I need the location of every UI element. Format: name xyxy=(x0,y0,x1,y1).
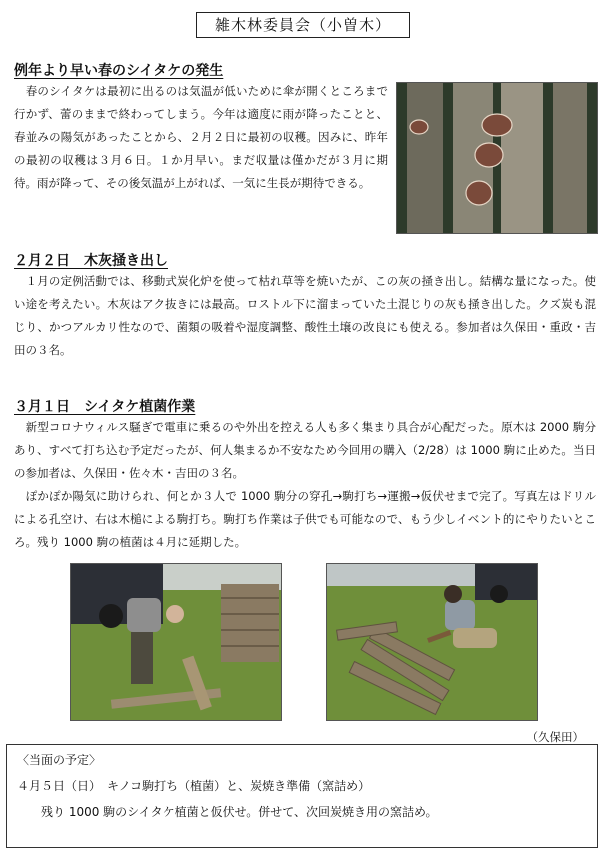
page-title: 雑木林委員会（小曽木） xyxy=(196,12,410,38)
section-body-inoculation-2: ぽかぽか陽気に助けられ、何とか３人で 1000 駒分の穿孔→駒打ち→運搬→仮伏せまで完了。写真左はドリルによる孔空け、右は木槌による駒打ち。駒打ち作業は子供でも可能なので、もう少しイベント的にやりたいところ。残り 1000 駒の植菌は４月に延期した。 xyxy=(14,489,596,549)
author-caption: （久保田） xyxy=(526,730,584,744)
drilling-photo-icon xyxy=(71,564,281,720)
section-heading-inoculation: ３月１日 シイタケ植菌作業 xyxy=(14,399,196,415)
section-body-shiitake-spring: 春のシイタケは最初に出るのは気温が低いために傘が開くところまで行かず、蕾のままで終わってしまう。今年は適度に雨が降ったことと、春並みの陽気があったことから、２月２日に最初の収穫。因みに、昨年の最初の収穫は３月６日。１か月早い。まだ収量は僅かだが３月に期待。雨が降って、その後気温が上がれば、一気に生長が期待できる。 xyxy=(14,84,388,190)
hammering-photo xyxy=(326,563,538,721)
schedule-item: ４月５日（日） キノコ駒打ち（植菌）と、炭焼き準備（窯詰め） xyxy=(17,779,371,793)
section-heading-ash: ２月２日 木灰掻き出し xyxy=(14,253,168,269)
shiitake-log-icon xyxy=(397,83,597,233)
section-body-ash: １月の定例活動では、移動式炭化炉を使って枯れ草等を焼いたが、この灰の掻き出し。結構な量になった。使い途を考えたい。木灰はアク抜きには最高。ロストル下に溜まっていた土混じりの灰も掻き出した。クズ炭も混じり、かつアルカリ性なので、菌類の吸着や湿度調整、酸性土壌の改良にも使える。参加者は久保田・重政・吉田の３名。 xyxy=(14,274,596,357)
schedule-detail: 残り 1000 駒のシイタケ植菌と仮伏せ。併せて、次回炭焼き用の窯詰め。 xyxy=(41,805,438,819)
schedule-label: 〈当面の予定〉 xyxy=(17,753,102,767)
shiitake-log-photo xyxy=(396,82,598,234)
drilling-photo xyxy=(70,563,282,721)
section-heading-shiitake-spring: 例年より早い春のシイタケの発生 xyxy=(14,63,224,79)
schedule-box xyxy=(6,744,598,848)
hammering-photo-icon xyxy=(327,564,537,720)
section-body-inoculation-1: 新型コロナウィルス騒ぎで電車に乗るのや外出を控える人も多く集まり具合が心配だった。原木は 2000 駒分あり、すべて打ち込む予定だったが、何人集まるか不安なため今回用の購入（2/28）は 1000 駒に止めた。当日の参加者は、久保田・佐々木・吉田の３名。 xyxy=(14,420,596,480)
